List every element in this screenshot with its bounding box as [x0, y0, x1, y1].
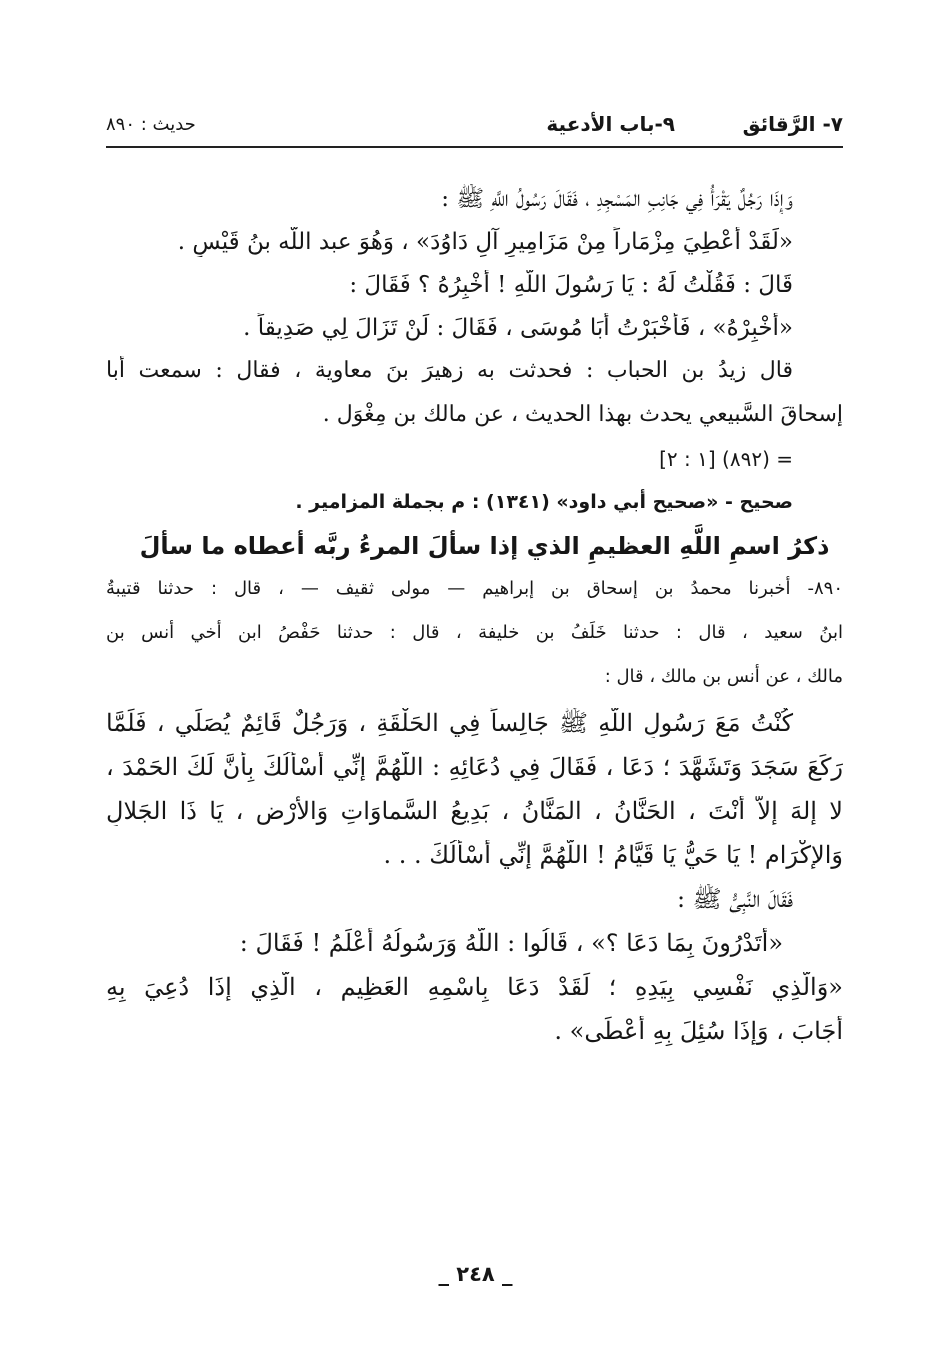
hadith-grading: صحيح - «صحيح أبي داود» (١٣٤١) : م بجملة المزامير .	[295, 491, 793, 513]
header-hadith-ref: حديث : ٨٩٠	[106, 114, 196, 135]
hadith-text-line: كُنْتُ مَعَ رَسُولِ اللَّهِ ﷺ جَالِساً فِي الحَلْقَةِ ، وَرَجُلٌ قَائِمٌ يُصَلِّي ، فَلَمَّا	[106, 709, 793, 737]
narration-line: إسحاقَ السَّبيعي يحدث بهذا الحديث ، عن مالك بن مِغْوَل .	[322, 402, 843, 427]
text-line: «أَخْبِرْهُ» ، فَأَخْبَرْتُ أَبَا مُوسَى ، فَقَالَ : لَنْ تَزَالَ لِي صَدِيقاً .	[243, 315, 793, 341]
page-number: _ ٢٤٨ _	[438, 1262, 513, 1286]
hadith-text-line: لا إِلهَ إِلاَّ أَنْتَ ، الحَنَّانُ ، المَنَّانُ ، بَدِيعُ السَّماوَاتِ وَالأَرْضِ ، يَا ذَا الجَلالِ	[106, 797, 843, 825]
chapter-heading: ذكرُ اسمِ اللَّهِ العظيمِ الذي إذا سألَ المرءُ ربَّه أعطاه ما سألَ	[139, 532, 830, 560]
hadith-text-line: «وَالَّذِي نَفْسِي بِيَدِهِ ؛ لَقَدْ دَعَا بِاسْمِهِ العَظِيمِ ، الَّذِي إِذَا دُعِيَ بِهِ	[106, 973, 843, 1001]
text-line: «لَقَدْ أُعْطِيَ مِزْمَاراً مِنْ مَزَامِيرِ آلِ دَاوُدَ» ، وَهُوَ عبد اللَّه بنُ قَيْسٍ .	[177, 229, 793, 255]
hadith-text-line: «أَتَدْرُونَ بِمَا دَعَا ؟» ، قَالُوا : اللَّهُ وَرَسُولُهُ أَعْلَمُ ! فَقَالَ :	[239, 929, 783, 957]
hadith-text-line: أَجَابَ ، وَإِذَا سُئِلَ بِهِ أَعْطَى» .	[554, 1017, 843, 1045]
header-divider	[106, 146, 843, 148]
isnad-line: ابنُ سعيد ، قال : حدثنا خَلَفُ بن خليفة ، قال : حدثنا حَفْصُ ابن أخي أنس بن	[106, 622, 843, 643]
narration-line: قال زيدُ بن الحباب : فحدثت به زهيرَ بنَ معاوية ، فقال : سمعت أبا	[106, 358, 793, 383]
cross-reference: = (٨٩٢) [١ : ٢]	[659, 447, 793, 471]
hadith-text-line: رَكَعَ سَجَدَ وَتَشَهَّدَ ؛ دَعَا ، فَقَالَ فِي دُعَائِهِ : اللَّهُمَّ إِنِّي أَسْأَلُكَ بِأَنَّ لَكَ الحَمْدَ ،	[106, 753, 843, 781]
text-line: وَإِذَا رَجُلٌ يَقْرَأُ فِي جَانِبِ المَسْجِدِ ، فَقَالَ رَسُولُ اللَّهِ ﷺ :	[441, 186, 793, 212]
isnad-line: مالك ، عن أنس بن مالك ، قال :	[604, 666, 843, 687]
page-body	[106, 184, 843, 1060]
header-chapter-title: ٩-باب الأدعية	[546, 112, 675, 136]
header-book-title: ٧- الرَّقائق	[742, 112, 843, 136]
hadith-text-line: وَالإِكْرَامِ ! يَا حَيُّ يَا قَيَّامُ ! اللَّهُمَّ إِنِّي أَسْأَلُكَ . . .	[383, 841, 843, 869]
running-header	[106, 108, 843, 142]
text-line: قَالَ : فَقُلْتُ لَهُ : يَا رَسُولَ اللَّهِ ! أُخْبِرُهُ ؟ فَقَالَ :	[349, 272, 793, 298]
isnad-line: ٨٩٠- أخبرنا محمدُ بن إسحاق بن إبراهيم — مولى ثقيف — ، قال : حدثنا قتيبةُ	[106, 578, 843, 599]
hadith-text-line: فَقَالَ النَّبِيُّ ﷺ :	[676, 885, 793, 913]
